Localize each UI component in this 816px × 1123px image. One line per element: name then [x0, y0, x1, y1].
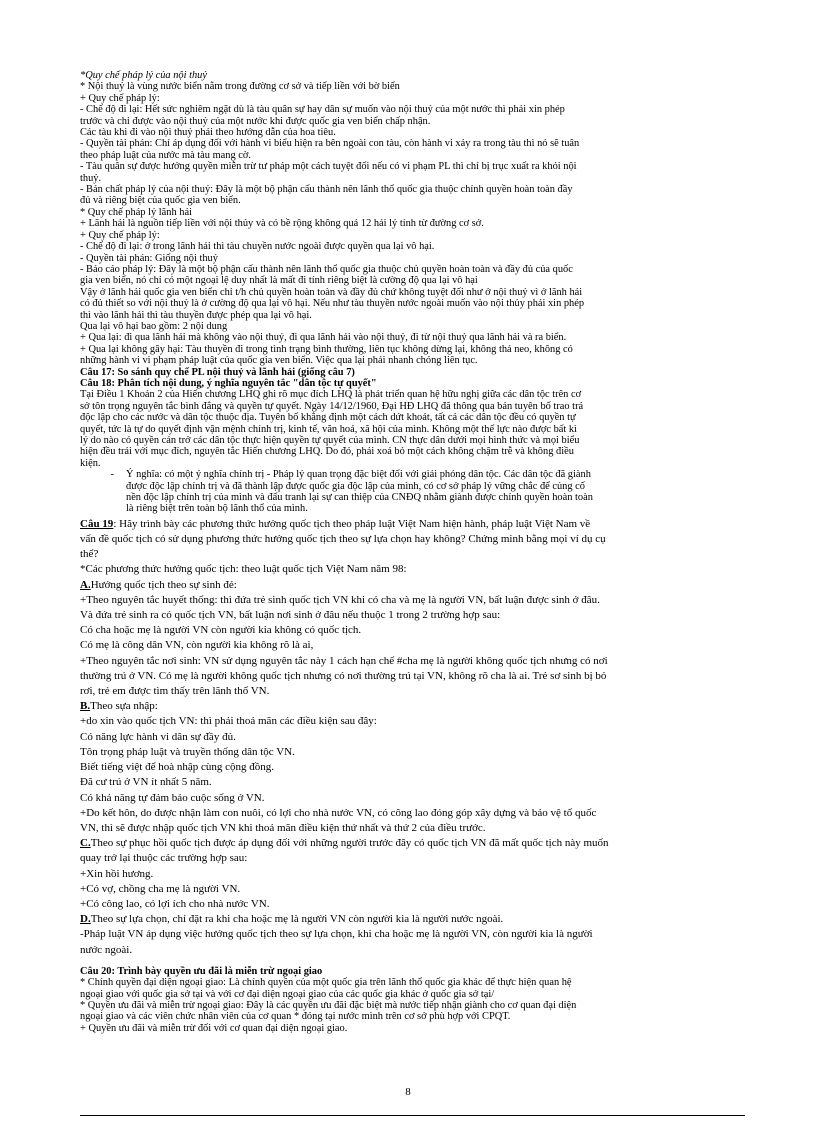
text-line: - Chế độ đi lại: ở trong lãnh hải thì tàu chuyền nước ngoài được quyền qua lại vô hại.	[80, 241, 435, 253]
text-line: Các tàu khi đi vào nội thuỷ phải theo hướng dẫn của hoa tiêu.	[80, 127, 336, 139]
text-line: - Chế độ đi lại: Hết sức nghiêm ngặt dù là tàu quân sự hay dân sự muốn vào nội thuỷ của một nước thì phải xin phép	[80, 104, 565, 116]
footer-rule	[80, 1115, 745, 1116]
text-line: + Quy chế pháp lý:	[80, 229, 160, 241]
question-20	[80, 966, 745, 1034]
question-19-line: : Hãy trình bày các phương thức hưởng quốc tịch theo pháp luật Việt Nam hiện hành, pháp luật Việt Nam về	[113, 517, 591, 530]
text-line: gia ven biển, nó chỉ có một ngoại lệ duy nhất là mất đi tính riêng biệt là cường độ qua lại vô hại	[80, 275, 478, 287]
section-b-label: B.	[80, 700, 91, 713]
text-line: *Quy chế pháp lý của nội thuỷ	[80, 70, 207, 81]
question-17-title: Câu 17: So sánh quy chế PL nội thuỷ và lãnh hải (giống câu 7)	[80, 366, 355, 378]
question-20-line: ngoại giao với quốc gia sở tại và với cơ đại diện ngoại giao của các quốc gia khác ở quốc gia sở tại/	[80, 988, 495, 1000]
text-line: thì vào lãnh hải thì tàu thuyền được phép qua lại vô hại.	[80, 309, 312, 321]
section-b-line: Có khả năng tự đảm bảo cuộc sống ở VN.	[80, 791, 265, 804]
text-line: những hành vi vi phạm pháp luật của quốc gia ven biển. Việc qua lại phải nhanh chóng liên tục.	[80, 355, 478, 367]
text-line: độc lập cho các nước và dân tộc thuộc địa. Tuyên bố khẳng định một cách dứt khoát, tất cả các dân tộc đều có quyền tự	[80, 412, 576, 424]
bullet-line: là riêng biệt trên toàn bộ lãnh thổ của mình.	[126, 503, 308, 515]
section-b-line: +do xin vào quốc tịch VN: thì phải thoả mãn các điều kiện sau đây:	[80, 715, 377, 728]
section-b-line: Có năng lực hành vi dân sự đầy đủ.	[80, 730, 236, 743]
question-20-line: ngoại giao và các viên chức nhân viên của cơ quan * đóng tại nước mình trên cơ sở phù hợp với CPQT.	[80, 1011, 511, 1023]
text-line: + Lãnh hải là nguồn tiếp liền với nội thủy và có bề rộng không quá 12 hải lý tính từ đường cơ sở.	[80, 218, 484, 230]
text-line: kiện.	[80, 457, 101, 469]
section-b-title: Theo sựa nhập:	[90, 700, 158, 713]
text-line: * Nội thuỷ là vùng nước biển nằm trong đường cơ sở và tiếp liền với bờ biển	[80, 81, 400, 93]
question-19-line: thể?	[80, 548, 99, 561]
bullet-line: Ý nghĩa: có một ý nghĩa chính trị - Pháp lý quan trọng đặc biệt đối với giải phóng dân tộc. Các dân tộc đã giành	[126, 469, 591, 481]
question-19	[80, 517, 745, 958]
text-line: + Quy chế pháp lý:	[80, 92, 160, 104]
section-d-label: D.	[80, 913, 91, 926]
text-line: sở tôn trọng nguyên tắc bình đẳng và quyền tự quyết. Ngày 14/12/1960, Đại HĐ LHQ đã thông qua bản tuyên bố trao trả	[80, 400, 584, 412]
bullet-line: được độc lập chính trị và đã thành lập được quốc gia độc lập của mình, có cơ sở pháp lý vững chắc để củng cố	[126, 480, 585, 492]
text-line: - Bản chất pháp lý của nội thuỷ: Đây là một bộ phận cấu thành nên lãnh thổ quốc gia thuộc chính quyền hoàn toàn đầy	[80, 184, 573, 196]
section-d-line: -Pháp luật VN áp dụng việc hưởng quốc tịch theo sự lựa chọn, khi cha hoặc mẹ là người VN, còn người kia là người	[80, 928, 593, 941]
question-17	[80, 367, 745, 390]
section-c-line: quay trở lại thuộc các trường hợp sau:	[80, 852, 248, 865]
section-a-line: rơi, trẻ em được tìm thấy trên lãnh thổ VN.	[80, 685, 270, 698]
text-line: - Bảo cáo pháp lý: Đây là một bộ phận cấu thành nên lãnh thổ quốc gia thuộc chủ quyền hoàn toàn và đầy đủ của quốc	[80, 263, 573, 275]
section-d-line: Theo sự lựa chọn, chỉ đặt ra khi cha hoặc mẹ là người VN còn người kia là người nước ngoài.	[90, 913, 504, 926]
text-line: + Qua lại không gây hại: Tàu thuyền đi trong tình trạng bình thường, liên tục không dừng lại, không thả neo, không có	[80, 343, 573, 355]
question-20-line: * Chính quyền đại diện ngoại giao: Là chính quyền của một quốc gia trên lãnh thổ quốc gia khác để thực hiện quan hệ	[80, 977, 572, 989]
text-line: * Quy chế pháp lý lãnh hải	[80, 206, 192, 218]
page-number: 8	[405, 1086, 411, 1098]
text-line: Vậy ở lãnh hải quốc gia ven biển chỉ t/h chủ quyền hoàn toàn và đầy đủ chứ không tuyệt đối như ở nội thuỷ vì ở lãnh hải	[80, 286, 583, 298]
text-line: lý do nào có quyền cản trở các dân tộc thực hiện quyền tự quyết của mình. CN thực dân dưới mọi hình thức và mọi biểu	[80, 435, 580, 446]
section-a-title: Hưởng quốc tịch theo sự sinh đẻ:	[90, 578, 237, 591]
document-page	[80, 70, 745, 1034]
question-20-line: * Quyền ưu đãi và miễn trừ ngoại giao: Đây là các quyền ưu đãi đặc biệt mà nước tiếp nhận giành cho cơ quan đại diện	[80, 999, 577, 1011]
question-20-line: + Quyền ưu đãi và miễn trừ đối với cơ quan đại diện ngoại giao.	[80, 1022, 348, 1034]
text-line: Tại Điều 1 Khoản 2 của Hiến chương LHQ ghi rõ mục đích LHQ là phát triển quan hệ hữu nghị giữa các dân tộc trên cơ	[80, 389, 582, 401]
section-a-line: Và đứa trẻ sinh ra có quốc tịch VN, bất luận nơi sinh ở đâu nếu thuộc 1 trong 2 trường hợp sau:	[80, 609, 501, 622]
text-line: quyết, tức là tự do quyết định vận mệnh chính trị, kinh tế, văn hoá, xã hội của mình. Không một thế lực nào được bất kì	[80, 423, 577, 435]
section-b-line: +Do kết hôn, do được nhận làm con nuôi, có lợi cho nhà nước VN, có công lao đóng góp xây dựng và bảo vệ tổ quốc	[80, 806, 597, 819]
section-c-label: C.	[80, 837, 91, 850]
text-line: thuỷ.	[80, 172, 102, 184]
section-a-label: A.	[80, 578, 91, 591]
text-line: có đủ thiết so với nội thuỷ là ở cường độ qua lại vô hại. Nếu như tàu thuyền nước ngoài muốn vào nội thủy phải xin phép	[80, 298, 585, 310]
text-line: - Quyền tài phán: Chỉ áp dụng đối với hành vi biểu hiện ra bên ngoài con tàu, còn hành vi xảy ra trong tàu thì nó sẽ tuân	[80, 138, 580, 150]
text-line: theo pháp luật của nước mà tàu mang cờ.	[80, 149, 251, 161]
question-19-label: Câu 19	[80, 517, 114, 530]
section-b-line: VN, thì sẽ được nhập quốc tịch VN khi thoả mãn điều kiện thứ nhất và thứ 2 của điều trước.	[80, 821, 486, 834]
text-line: - Quyền tài phán: Giống nội thuỷ	[80, 252, 218, 264]
question-18-body	[80, 389, 745, 469]
section-c-line: Theo sự phục hồi quốc tịch được áp dụng đối với những người trước đây có quốc tịch VN đã mất quốc tịch này muốn	[90, 837, 609, 850]
text-line: trước và chỉ được vào nội thuỷ của một nước khi được quốc gia ven biển chấp nhận.	[80, 115, 431, 127]
section-c-line: +Có công lao, có lợi ích cho nhà nước VN.	[80, 897, 270, 910]
section-b-line: Biết tiếng việt để hoà nhập cùng cộng đồng.	[80, 761, 274, 774]
question-19-line: *Các phương thức hưởng quốc tịch: theo luật quốc tịch Việt Nam năm 98:	[80, 563, 407, 576]
section-d-line: nước ngoài.	[80, 943, 133, 956]
section-internal-waters	[80, 70, 745, 367]
section-c-line: +Xin hồi hương.	[80, 867, 154, 880]
section-a-line: +Theo nguyên tắc nơi sinh: VN sử dụng nguyên tắc này 1 cách hạn chế #cha mẹ là người không quốc tịch nhưng có nơi	[80, 654, 608, 667]
text-line: - Tàu quân sự được hưởng quyền miễn trừ tư pháp một cách tuyệt đối nếu có vi phạm PL thì chỉ bị trục xuất ra khỏi nội	[80, 161, 577, 173]
section-c-line: +Có vợ, chồng cha mẹ là người VN.	[80, 882, 241, 895]
section-a-line: Có mẹ là công dân VN, còn người kia không rõ là ai,	[80, 639, 314, 652]
section-b-line: Đã cư trú ở VN ít nhất 5 năm.	[80, 776, 212, 789]
question-19-line: vấn đề quốc tịch có sử dụng phương thức hưởng quốc tịch theo sự lựa chọn hay không? Chứng minh bằng mọi ví dụ cụ	[80, 533, 606, 546]
question-20-title: Câu 20: Trình bày quyền ưu đãi là miễn trừ ngoại giao	[80, 965, 323, 977]
section-a-line: thường trú ở VN. Có mẹ là người không quốc tịch nhưng có nơi thường trú tại VN, không rõ cha là ai. Trẻ sơ sinh bị bỏ	[80, 669, 607, 682]
text-line: + Qua lại: đi qua lãnh hải mà không vào nội thuỷ, đi qua lãnh hải vào nội thuỷ, đi từ nội thuỷ qua lãnh hải và ra biển.	[80, 332, 567, 344]
bullet-line: nền độc lập chính trị của mình và đấu tranh lại sự can thiệp của CNĐQ nhằm giành được chính quyền hoàn toàn	[126, 492, 593, 504]
section-b-line: Tôn trọng pháp luật và truyền thống dân tộc VN.	[80, 745, 295, 758]
text-line: đủ và riêng biệt của quốc gia ven biển.	[80, 195, 241, 207]
text-line: Qua lại vô hại bao gồm: 2 nội dung	[80, 320, 228, 332]
question-18-bullet	[80, 469, 745, 515]
bullet-dash: -	[110, 469, 114, 481]
section-a-line: Có cha hoặc mẹ là người VN còn người kia không có quốc tịch.	[80, 624, 362, 637]
question-18-title: Câu 18: Phân tích nội dung, ý nghĩa nguyên tắc "dân tộc tự quyết"	[80, 377, 377, 389]
text-line: hiện đều trái với mục đích, nguyên tắc Hiến chương LHQ. Do đó, phải xoá bỏ một cách không chậm trễ và không điều	[80, 446, 574, 458]
section-a-line: +Theo nguyên tắc huyết thống: thì đứa trẻ sinh quốc tịch VN khi có cha và mẹ là người VN, bất luận được sinh ở đâu.	[80, 593, 600, 606]
